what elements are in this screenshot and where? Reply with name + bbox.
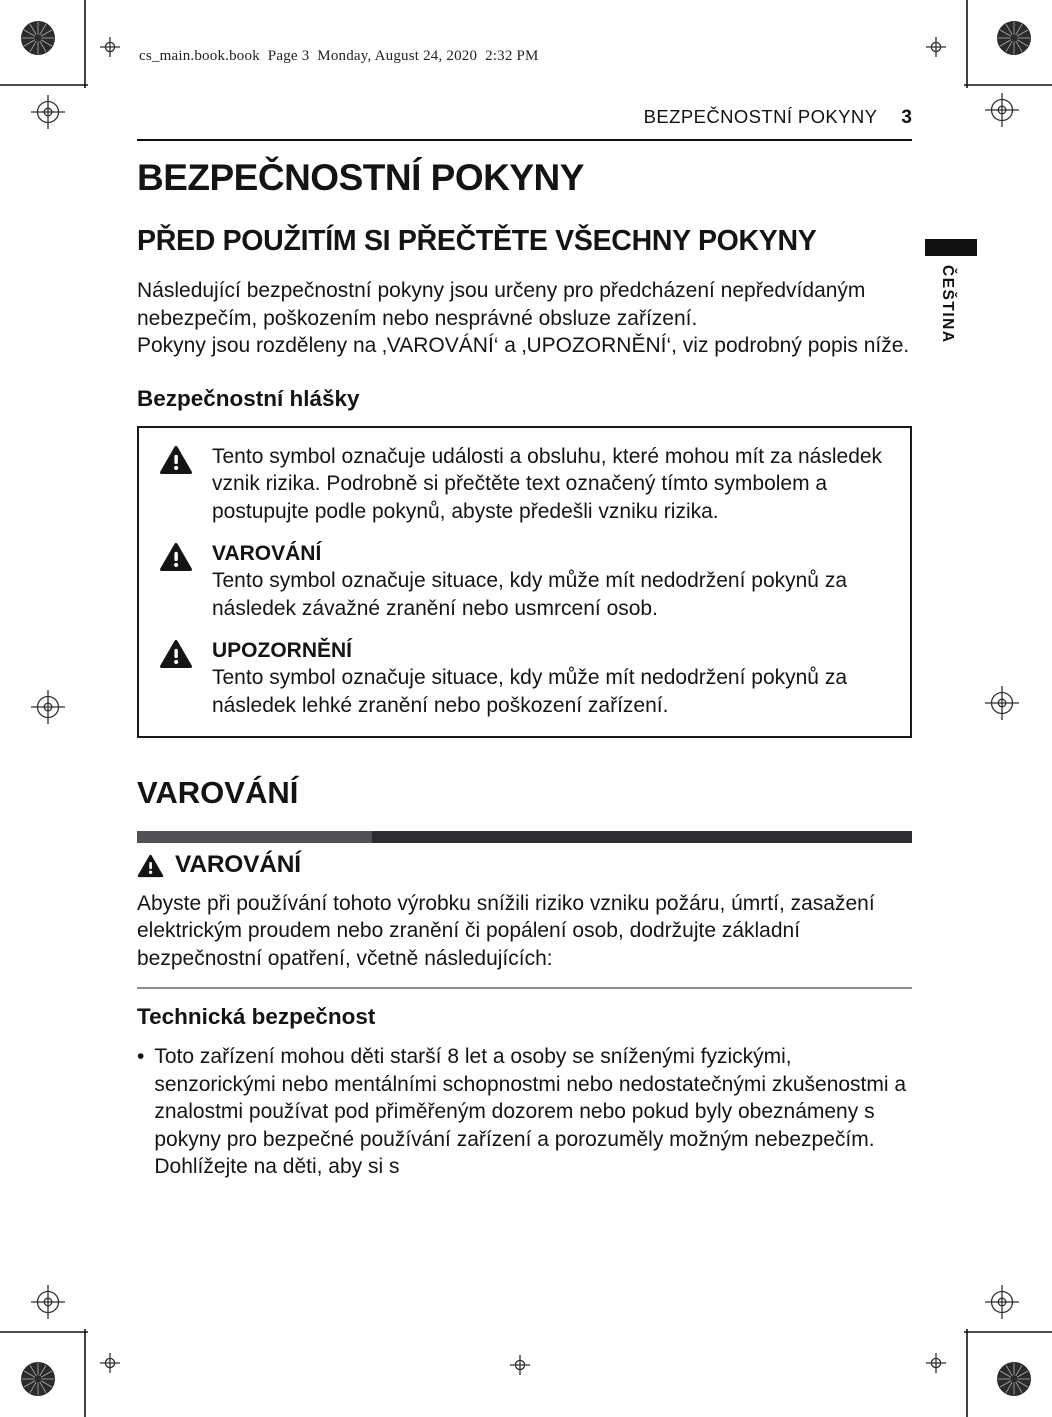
safety-message-title: UPOZORNĚNÍ [212,639,353,663]
warning-section-heading: VAROVÁNÍ [137,775,299,811]
page-header [137,106,912,129]
warning-triangle-icon [137,854,164,878]
page-title: BEZPEČNOSTNÍ POKYNY [137,157,584,198]
print-job-info: cs_main.book.book Page 3 Monday, August 24, 2020 2:32 PM [139,48,539,64]
safety-message-general [159,443,890,526]
warning-triangle-icon [159,542,193,622]
safety-message-body [212,443,890,526]
warning-banner-bar [137,831,912,843]
bullet-text: Toto zařízení mohou děti starší 8 let a osoby se sníženými fyzickými, senzorickými nebo mentálními schopnostmi nebo nedostatečnými zkušenostmi a znalostmi používat pod přiměřeným dozorem nebo pokud byly obeznámeny s pokyny pro bezpečné používání zařízení a porozuměly možným nebezpečím. Dohlížejte na děti, aby si s [154,1045,907,1179]
safety-message-warning [159,540,890,622]
safety-message-text: Tento symbol označuje situace, kdy může mít nedodržení pokynů za následek lehké zranění nebo poškození zařízení. [212,666,848,717]
intro-paragraph-2: Pokyny jsou rozděleny na ‚VAROVÁNÍ‘ a ‚UPOZORNĚNÍ‘, viz podrobný popis níže. [137,334,910,358]
section-subtitle: PŘED POUŽITÍM SI PŘEČTĚTE VŠECHNY POKYNY [137,224,817,257]
warning-triangle-icon [159,639,193,719]
safety-message-caution [159,637,890,719]
safety-message-title: VAROVÁNÍ [212,542,322,566]
bullet-marker: • [137,1045,145,1069]
language-tab [925,239,977,344]
safety-message-body [212,637,890,719]
content [137,158,912,1181]
safety-message-text: Tento symbol označuje události a obsluhu, které mohou mít za následek vznik rizika. Podrobně si přečtěte text označený tímto symbolem a postupujte podle pokynů, abyste předešli vzniku rizika. [212,444,883,523]
warning-banner [137,851,912,879]
safety-messages-heading: Bezpečnostní hlášky [137,385,360,411]
section-divider [137,987,912,989]
warning-triangle-icon [159,445,193,526]
technical-safety-heading: Technická bezpečnost [137,1004,376,1030]
language-label: ČEŠTINA [939,265,956,344]
language-tab-bar [925,239,977,256]
page-header-title: BEZPEČNOSTNÍ POKYNY [643,106,878,127]
safety-message-text: Tento symbol označuje situace, kdy může mít nedodržení pokynů za následek závažné zranění nebo usmrcení osob. [212,569,848,620]
page-number: 3 [901,107,912,128]
warning-intro: Abyste při používání tohoto výrobku snížili riziko vzniku požáru, úmrtí, zasažení elektrickým proudem nebo zranění či popálení osob, dodržujte základní bezpečnostní opatření, včetně následujících: [137,891,875,970]
header-rule [137,139,912,141]
warning-banner-label: VAROVÁNÍ [175,850,301,878]
safety-message-body [212,540,890,622]
bullet-item [137,1043,912,1181]
safety-messages-box [137,426,912,739]
intro-paragraph-1: Následující bezpečnostní pokyny jsou určeny pro předcházení nepředvídaným nebezpečím, poškozením nebo nesprávné obsluze zařízení. [137,279,866,330]
